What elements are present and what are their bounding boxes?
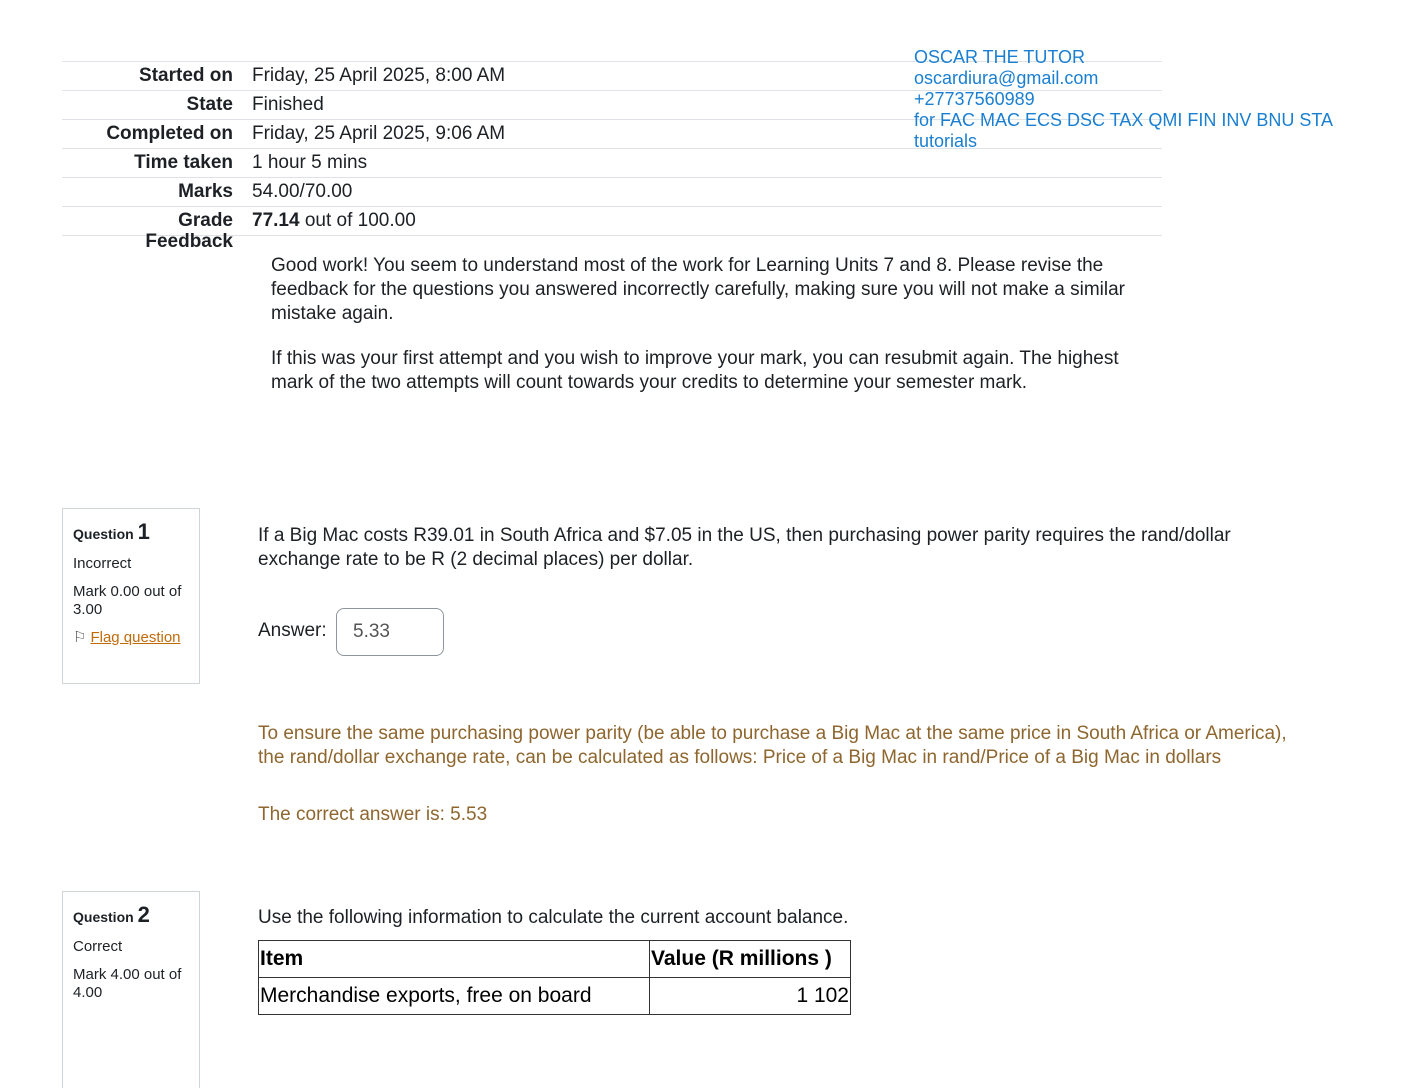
summary-label: Marks xyxy=(178,181,233,202)
summary-value: Friday, 25 April 2025, 9:06 AM xyxy=(252,123,506,144)
table-cell: Merchandise exports, free on board xyxy=(259,978,650,1015)
grade-value xyxy=(252,210,1162,232)
summary-label: State xyxy=(186,94,233,115)
summary-row-marks xyxy=(62,177,1162,206)
table-header: Item xyxy=(259,941,650,978)
tutor-name: OSCAR THE TUTOR xyxy=(914,47,1086,67)
summary-label: Grade xyxy=(178,210,233,231)
feedback-paragraph: Good work! You seem to understand most of the work for Learning Units 7 and 8. Please revise the feedback for the questions you answered incorrectly carefully, making sure you will not make a similar mistake again. xyxy=(271,255,1125,324)
tutor-tail: tutorials xyxy=(914,131,978,151)
overall-feedback xyxy=(271,254,1151,416)
question-state: Correct xyxy=(73,938,123,955)
summary-label: Feedback xyxy=(145,231,233,252)
question-1-info xyxy=(62,508,200,684)
summary-value: Finished xyxy=(252,94,324,115)
summary-value: 54.00/70.00 xyxy=(252,181,353,202)
question-2-text: Use the following information to calculate the current account balance. xyxy=(258,907,849,928)
feedback-paragraph: If this was your first attempt and you wish to improve your mark, you can resubmit again. The highest mark of the two attempts will count towards your credits to determine your semester mark. xyxy=(271,348,1119,393)
summary-row-time-taken xyxy=(62,148,1162,177)
grade-out-of: out of 100.00 xyxy=(299,210,416,231)
summary-label: Started on xyxy=(139,65,233,86)
question-grade: Mark 4.00 out of 4.00 xyxy=(73,966,182,1001)
tutor-phone: +27737560989 xyxy=(914,89,1035,109)
table-row xyxy=(259,978,851,1015)
tutor-email: oscardiura@gmail.com xyxy=(914,68,1099,88)
question-state: Incorrect xyxy=(73,555,132,572)
table-header: Value (R millions ) xyxy=(650,941,851,978)
flag-question-link[interactable]: ⚐ Flag question xyxy=(73,629,181,646)
question-2-table xyxy=(258,940,851,1015)
general-feedback: To ensure the same purchasing power parity (be able to purchase a Big Mac at the same price in South Africa or America), the rand/dollar exchange rate, can be calculated as follows: Price of a Big Mac in rand/Price of a Big Mac in dollars xyxy=(258,723,1287,768)
grade-score: 77.14 xyxy=(252,210,300,231)
summary-value: Friday, 25 April 2025, 8:00 AM xyxy=(252,65,506,86)
table-header-row xyxy=(259,941,851,978)
question-grade: Mark 0.00 out of 3.00 xyxy=(73,583,182,618)
table-cell: 1 102 xyxy=(650,978,851,1015)
summary-label: Completed on xyxy=(106,123,233,144)
tutor-contact xyxy=(914,47,1333,152)
question-2-info xyxy=(62,891,200,1088)
answer-label: Answer: xyxy=(258,620,327,641)
question-1-text: If a Big Mac costs R39.01 in South Africa and $7.05 in the US, then purchasing power parity requires the rand/dollar exchange rate to be R (2 decimal places) per dollar. xyxy=(258,525,1231,570)
summary-label: Time taken xyxy=(134,152,233,173)
flag-icon: ⚐ xyxy=(73,629,87,646)
summary-value: 1 hour 5 mins xyxy=(252,152,368,173)
answer-input[interactable]: 5.33 xyxy=(336,608,444,656)
question-number: Question 1 xyxy=(73,519,150,544)
tutor-subjects: for FAC MAC ECS DSC TAX QMI FIN INV BNU STA xyxy=(914,110,1334,130)
right-answer: The correct answer is: 5.53 xyxy=(258,804,488,825)
question-number: Question 2 xyxy=(73,902,150,927)
